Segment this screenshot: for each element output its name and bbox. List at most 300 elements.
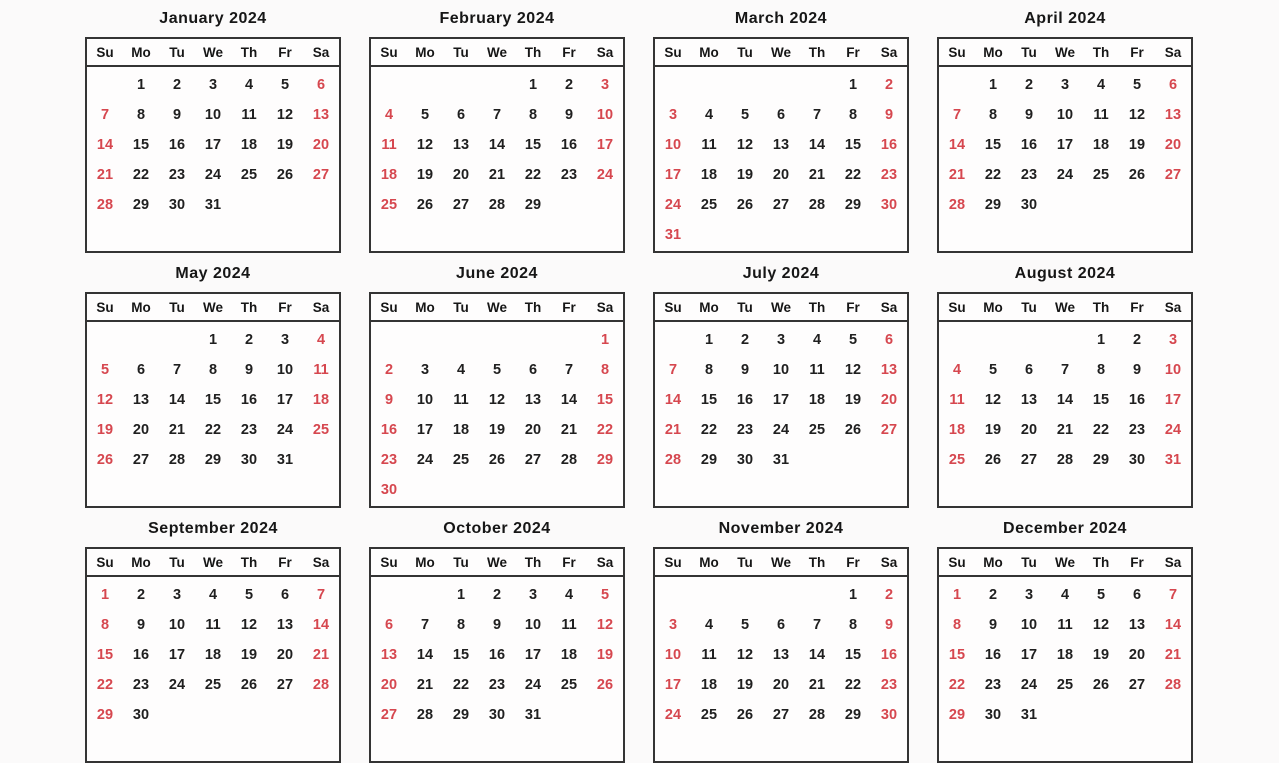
- date-cell: 30: [132, 707, 150, 723]
- date-cell: 14: [416, 647, 434, 663]
- date-cell: 22: [1092, 422, 1110, 438]
- date-cell: 10: [772, 362, 790, 378]
- date-cell: 28: [948, 197, 966, 213]
- date-cell: 30: [984, 707, 1002, 723]
- date-cell: [371, 325, 407, 355]
- date-cell: 20: [380, 677, 398, 693]
- date-cell: 24: [168, 677, 186, 693]
- date-cell: 21: [664, 422, 682, 438]
- date-cell: 14: [664, 392, 682, 408]
- date-cell: 12: [276, 107, 294, 123]
- date-cell: [655, 70, 691, 100]
- date-cell: [1011, 730, 1047, 760]
- date-cell: [799, 475, 835, 505]
- date-cell: [231, 700, 267, 730]
- date-cell: 23: [240, 422, 258, 438]
- date-cell: 25: [948, 452, 966, 468]
- month-block: [653, 263, 909, 508]
- date-cell: [267, 730, 303, 760]
- month-title: January 2024: [159, 10, 267, 27]
- date-cell: 5: [244, 587, 254, 603]
- date-cell: 9: [172, 107, 182, 123]
- date-cell: 1: [704, 332, 714, 348]
- date-cell: 9: [1132, 362, 1142, 378]
- date-cell: [799, 445, 835, 475]
- date-cell: 17: [664, 167, 682, 183]
- date-cell: 6: [884, 332, 894, 348]
- date-cell: 12: [488, 392, 506, 408]
- date-cell: 19: [488, 422, 506, 438]
- date-cell: [551, 220, 587, 250]
- date-cell: 13: [452, 137, 470, 153]
- date-cell: [871, 220, 907, 250]
- date-cell: [727, 730, 763, 760]
- date-cell: 16: [488, 647, 506, 663]
- date-cell: [159, 700, 195, 730]
- weekday-label: We: [770, 44, 791, 60]
- date-cell: [371, 70, 407, 100]
- date-cell: [1047, 700, 1083, 730]
- date-cell: [515, 730, 551, 760]
- date-cell: 5: [100, 362, 110, 378]
- date-cell: 18: [700, 677, 718, 693]
- date-cell: 13: [312, 107, 330, 123]
- date-cell: 26: [276, 167, 294, 183]
- date-cell: 25: [808, 422, 826, 438]
- weekday-label: We: [486, 554, 507, 570]
- date-cell: 23: [880, 167, 898, 183]
- weekday-label: We: [486, 299, 507, 315]
- date-cell: [1119, 730, 1155, 760]
- date-cell: 24: [276, 422, 294, 438]
- date-cell: 21: [808, 167, 826, 183]
- date-cell: 23: [168, 167, 186, 183]
- date-cell: 27: [1164, 167, 1182, 183]
- date-cell: 5: [1096, 587, 1106, 603]
- date-cell: 13: [772, 137, 790, 153]
- date-cell: 4: [1096, 77, 1106, 93]
- date-cell: 11: [241, 107, 257, 123]
- weekday-label: Th: [524, 554, 542, 570]
- date-cell: 10: [1020, 617, 1038, 633]
- date-cell: 18: [240, 137, 258, 153]
- date-cell: 13: [772, 647, 790, 663]
- date-cell: 22: [132, 167, 150, 183]
- date-cell: 2: [740, 332, 750, 348]
- date-cell: 22: [844, 167, 862, 183]
- date-cell: 31: [1164, 452, 1182, 468]
- date-cell: 15: [96, 647, 114, 663]
- weekday-label: Fr: [562, 299, 576, 315]
- date-cell: 5: [492, 362, 502, 378]
- date-cell: 19: [844, 392, 862, 408]
- date-cell: 26: [240, 677, 258, 693]
- date-cell: [515, 475, 551, 505]
- date-cell: 31: [1020, 707, 1038, 723]
- date-cell: [727, 475, 763, 505]
- date-cell: 6: [1132, 587, 1142, 603]
- date-cell: [655, 325, 691, 355]
- date-cell: 19: [416, 167, 434, 183]
- date-cell: [407, 475, 443, 505]
- weekday-header: [655, 294, 907, 322]
- weekday-label: Sa: [312, 554, 330, 570]
- date-cell: 3: [420, 362, 430, 378]
- weekday-header: [87, 39, 339, 67]
- date-cell: 24: [664, 197, 682, 213]
- date-cell: 11: [1093, 107, 1109, 123]
- date-cell: 26: [1092, 677, 1110, 693]
- date-cell: 1: [100, 587, 110, 603]
- date-cell: 14: [488, 137, 506, 153]
- date-cell: [87, 730, 123, 760]
- month-box: [653, 547, 909, 763]
- date-cell: [87, 325, 123, 355]
- date-cell: 3: [668, 617, 678, 633]
- date-cell: 22: [700, 422, 718, 438]
- date-cell: 1: [528, 77, 538, 93]
- date-cell: [551, 700, 587, 730]
- date-cell: 25: [240, 167, 258, 183]
- month-title: October 2024: [443, 520, 551, 537]
- date-cell: 30: [1020, 197, 1038, 213]
- date-cell: 6: [1024, 362, 1034, 378]
- weekday-label: Su: [948, 299, 966, 315]
- date-cell: 8: [528, 107, 538, 123]
- date-cell: 9: [988, 617, 998, 633]
- date-cell: [407, 730, 443, 760]
- weekday-label: Fr: [278, 554, 292, 570]
- date-cell: 18: [312, 392, 330, 408]
- date-cell: 27: [276, 677, 294, 693]
- date-cell: 24: [524, 677, 542, 693]
- weekday-label: Tu: [1021, 44, 1037, 60]
- date-cell: 9: [136, 617, 146, 633]
- date-cell: [479, 475, 515, 505]
- date-cell: 31: [524, 707, 542, 723]
- date-cell: 8: [1096, 362, 1106, 378]
- date-cell: [231, 475, 267, 505]
- date-cell: 30: [736, 452, 754, 468]
- date-cell: 20: [1164, 137, 1182, 153]
- date-cell: 4: [704, 617, 714, 633]
- date-cell: [1083, 190, 1119, 220]
- date-cell: [939, 220, 975, 250]
- date-cell: 16: [240, 392, 258, 408]
- dates-grid: [939, 67, 1191, 250]
- weekday-label: Th: [524, 299, 542, 315]
- date-cell: [303, 475, 339, 505]
- weekday-label: Tu: [453, 299, 469, 315]
- month-box: [937, 292, 1193, 508]
- weekday-label: Tu: [737, 44, 753, 60]
- date-cell: 4: [564, 587, 574, 603]
- date-cell: 4: [456, 362, 466, 378]
- date-cell: 26: [736, 197, 754, 213]
- date-cell: 29: [524, 197, 542, 213]
- date-cell: 20: [276, 647, 294, 663]
- date-cell: 16: [984, 647, 1002, 663]
- date-cell: [479, 220, 515, 250]
- month-block: [85, 518, 341, 763]
- date-cell: 8: [988, 107, 998, 123]
- date-cell: 30: [880, 707, 898, 723]
- date-cell: 22: [452, 677, 470, 693]
- weekday-label: Tu: [169, 299, 185, 315]
- date-cell: 11: [453, 392, 469, 408]
- month-block: [369, 518, 625, 763]
- date-cell: 13: [380, 647, 398, 663]
- date-cell: [407, 220, 443, 250]
- date-cell: [551, 325, 587, 355]
- date-cell: 14: [1056, 392, 1074, 408]
- date-cell: 18: [380, 167, 398, 183]
- date-cell: 22: [984, 167, 1002, 183]
- date-cell: 2: [172, 77, 182, 93]
- month-title: February 2024: [439, 10, 555, 27]
- month-block: [653, 518, 909, 763]
- weekday-label: Fr: [562, 44, 576, 60]
- date-cell: [975, 220, 1011, 250]
- date-cell: 22: [844, 677, 862, 693]
- date-cell: 16: [560, 137, 578, 153]
- dates-grid: [939, 322, 1191, 505]
- date-cell: [1155, 190, 1191, 220]
- date-cell: 16: [880, 137, 898, 153]
- weekday-header: [371, 39, 623, 67]
- date-cell: 29: [132, 197, 150, 213]
- month-block: [369, 263, 625, 508]
- date-cell: 11: [809, 362, 825, 378]
- date-cell: 11: [205, 617, 221, 633]
- date-cell: 21: [1056, 422, 1074, 438]
- date-cell: [123, 325, 159, 355]
- weekday-label: Th: [240, 299, 258, 315]
- weekday-label: Mo: [983, 299, 1003, 315]
- date-cell: 4: [812, 332, 822, 348]
- date-cell: 21: [808, 677, 826, 693]
- date-cell: [407, 580, 443, 610]
- date-cell: [871, 730, 907, 760]
- date-cell: [1047, 475, 1083, 505]
- month-box: [937, 37, 1193, 253]
- date-cell: 5: [848, 332, 858, 348]
- date-cell: [443, 475, 479, 505]
- date-cell: 2: [1024, 77, 1034, 93]
- date-cell: [727, 580, 763, 610]
- date-cell: 15: [1092, 392, 1110, 408]
- weekday-label: Mo: [699, 299, 719, 315]
- date-cell: 15: [700, 392, 718, 408]
- date-cell: 22: [96, 677, 114, 693]
- date-cell: 9: [384, 392, 394, 408]
- date-cell: 17: [1020, 647, 1038, 663]
- date-cell: 3: [172, 587, 182, 603]
- date-cell: 17: [1056, 137, 1074, 153]
- date-cell: 1: [952, 587, 962, 603]
- date-cell: 8: [704, 362, 714, 378]
- date-cell: 14: [808, 137, 826, 153]
- weekday-label: Tu: [737, 299, 753, 315]
- weekday-label: We: [202, 554, 223, 570]
- date-cell: 23: [488, 677, 506, 693]
- date-cell: 4: [1060, 587, 1070, 603]
- date-cell: 24: [204, 167, 222, 183]
- weekday-label: Su: [380, 44, 398, 60]
- date-cell: 9: [564, 107, 574, 123]
- date-cell: 20: [524, 422, 542, 438]
- date-cell: 25: [560, 677, 578, 693]
- date-cell: 5: [280, 77, 290, 93]
- date-cell: [587, 220, 623, 250]
- date-cell: 13: [1164, 107, 1182, 123]
- weekday-label: Sa: [596, 299, 614, 315]
- weekday-label: Mo: [415, 299, 435, 315]
- date-cell: 28: [1164, 677, 1182, 693]
- date-cell: 15: [844, 647, 862, 663]
- date-cell: 4: [952, 362, 962, 378]
- date-cell: 30: [240, 452, 258, 468]
- date-cell: 19: [736, 677, 754, 693]
- date-cell: 15: [204, 392, 222, 408]
- date-cell: 24: [1020, 677, 1038, 693]
- date-cell: 9: [884, 107, 894, 123]
- date-cell: 21: [488, 167, 506, 183]
- date-cell: 11: [701, 137, 717, 153]
- weekday-label: Sa: [312, 44, 330, 60]
- date-cell: [479, 730, 515, 760]
- weekday-label: We: [770, 554, 791, 570]
- date-cell: [195, 220, 231, 250]
- date-cell: [479, 325, 515, 355]
- date-cell: [763, 220, 799, 250]
- weekday-label: Sa: [312, 299, 330, 315]
- date-cell: 14: [948, 137, 966, 153]
- date-cell: [655, 730, 691, 760]
- date-cell: 27: [524, 452, 542, 468]
- date-cell: 9: [884, 617, 894, 633]
- date-cell: 2: [884, 77, 894, 93]
- date-cell: 28: [808, 197, 826, 213]
- date-cell: 13: [132, 392, 150, 408]
- date-cell: 10: [596, 107, 614, 123]
- date-cell: 25: [380, 197, 398, 213]
- date-cell: [551, 190, 587, 220]
- weekday-label: Sa: [596, 44, 614, 60]
- date-cell: 12: [1092, 617, 1110, 633]
- weekday-label: We: [202, 44, 223, 60]
- date-cell: [123, 730, 159, 760]
- dates-grid: [655, 67, 907, 250]
- date-cell: [267, 700, 303, 730]
- date-cell: 23: [880, 677, 898, 693]
- date-cell: 20: [132, 422, 150, 438]
- date-cell: 1: [988, 77, 998, 93]
- date-cell: [515, 325, 551, 355]
- date-cell: 7: [420, 617, 430, 633]
- date-cell: 24: [596, 167, 614, 183]
- date-cell: 22: [524, 167, 542, 183]
- date-cell: 3: [1168, 332, 1178, 348]
- date-cell: [371, 730, 407, 760]
- date-cell: 20: [772, 677, 790, 693]
- date-cell: 23: [1128, 422, 1146, 438]
- date-cell: 1: [208, 332, 218, 348]
- month-title: June 2024: [456, 265, 538, 282]
- date-cell: [975, 730, 1011, 760]
- weekday-label: Fr: [278, 299, 292, 315]
- weekday-header: [87, 294, 339, 322]
- date-cell: 7: [492, 107, 502, 123]
- date-cell: 10: [168, 617, 186, 633]
- date-cell: 15: [524, 137, 542, 153]
- date-cell: 7: [812, 617, 822, 633]
- date-cell: 3: [208, 77, 218, 93]
- date-cell: 10: [1056, 107, 1074, 123]
- date-cell: 21: [96, 167, 114, 183]
- date-cell: 26: [488, 452, 506, 468]
- date-cell: [407, 325, 443, 355]
- dates-grid: [655, 577, 907, 760]
- date-cell: [371, 220, 407, 250]
- month-box: [653, 292, 909, 508]
- month-box: [937, 547, 1193, 763]
- date-cell: 14: [560, 392, 578, 408]
- date-cell: 13: [276, 617, 294, 633]
- weekday-label: Fr: [278, 44, 292, 60]
- date-cell: 3: [1024, 587, 1034, 603]
- dates-grid: [371, 577, 623, 760]
- date-cell: [835, 445, 871, 475]
- weekday-label: Sa: [880, 299, 898, 315]
- date-cell: [799, 580, 835, 610]
- date-cell: 20: [880, 392, 898, 408]
- date-cell: 17: [664, 677, 682, 693]
- date-cell: [1155, 700, 1191, 730]
- date-cell: 29: [452, 707, 470, 723]
- weekday-label: Sa: [880, 44, 898, 60]
- month-box: [369, 547, 625, 763]
- weekday-label: We: [486, 44, 507, 60]
- weekday-label: Mo: [983, 554, 1003, 570]
- date-cell: 9: [1024, 107, 1034, 123]
- date-cell: 14: [312, 617, 330, 633]
- date-cell: [443, 730, 479, 760]
- weekday-label: Sa: [1164, 554, 1182, 570]
- date-cell: 15: [596, 392, 614, 408]
- date-cell: 3: [776, 332, 786, 348]
- date-cell: 12: [596, 617, 614, 633]
- month-block: [369, 8, 625, 253]
- weekday-label: Fr: [846, 44, 860, 60]
- date-cell: 6: [316, 77, 326, 93]
- date-cell: 12: [96, 392, 114, 408]
- date-cell: 26: [96, 452, 114, 468]
- date-cell: [1011, 475, 1047, 505]
- date-cell: 5: [988, 362, 998, 378]
- date-cell: 9: [740, 362, 750, 378]
- date-cell: [231, 730, 267, 760]
- date-cell: 20: [1020, 422, 1038, 438]
- weekday-label: Mo: [699, 554, 719, 570]
- date-cell: 27: [880, 422, 898, 438]
- date-cell: 13: [1020, 392, 1038, 408]
- date-cell: 30: [488, 707, 506, 723]
- month-block: [937, 263, 1193, 508]
- weekday-label: Sa: [880, 554, 898, 570]
- weekday-label: Su: [664, 44, 682, 60]
- weekday-label: Su: [948, 554, 966, 570]
